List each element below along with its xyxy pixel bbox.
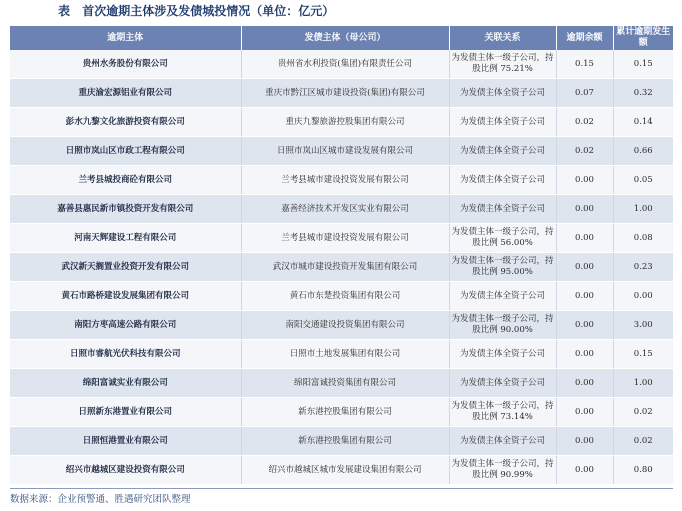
table-row	[10, 311, 673, 340]
table-body	[10, 50, 673, 485]
overdue-entity-cell: 日照市岚山区市政工程有限公司	[10, 137, 241, 166]
issuer-parent-cell: 日照市岚山区城市建设发展有限公司	[241, 137, 449, 166]
overdue-entity-cell: 嘉善县惠民新市镇投资开发有限公司	[10, 195, 241, 224]
cumulative-overdue-cell: 0.32	[613, 79, 673, 108]
bottom-divider	[10, 488, 673, 489]
overdue-balance-cell: 0.00	[556, 311, 613, 340]
overdue-entities-table	[10, 26, 673, 485]
cumulative-overdue-cell: 0.66	[613, 137, 673, 166]
table-row	[10, 79, 673, 108]
cumulative-overdue-cell: 0.14	[613, 108, 673, 137]
cumulative-overdue-cell: 0.15	[613, 50, 673, 79]
relationship-cell: 为发债主体一级子公司，持股比例 56.00%	[449, 224, 556, 253]
table-title	[0, 0, 682, 22]
header-overdue-balance: 逾期余额	[556, 26, 613, 50]
relationship-cell: 为发债主体一级子公司，持股比例 73.14%	[449, 398, 556, 427]
table-row	[10, 369, 673, 398]
overdue-entity-cell: 黄石市路桥建设发展集团有限公司	[10, 282, 241, 311]
table-row	[10, 137, 673, 166]
table-title-text: 首次逾期主体涉及发债城投情况（单位：亿元）	[82, 4, 335, 18]
cumulative-overdue-cell: 1.00	[613, 369, 673, 398]
overdue-entity-cell: 日照恒港置业有限公司	[10, 427, 241, 456]
relationship-cell: 为发债主体全资子公司	[449, 369, 556, 398]
table-row	[10, 282, 673, 311]
overdue-balance-cell: 0.15	[556, 50, 613, 79]
header-issuer-parent: 发债主体（母公司）	[241, 26, 449, 50]
table-row	[10, 427, 673, 456]
issuer-parent-cell: 黄石市东楚投资集团有限公司	[241, 282, 449, 311]
issuer-parent-cell: 新东港控股集团有限公司	[241, 427, 449, 456]
cumulative-overdue-cell: 0.08	[613, 224, 673, 253]
cumulative-overdue-cell: 0.80	[613, 456, 673, 485]
data-source-note: 数据来源：企业预警通、胜遇研究团队整理	[10, 494, 191, 505]
issuer-parent-cell: 重庆九黎旅游控股集团有限公司	[241, 108, 449, 137]
cumulative-overdue-cell: 0.00	[613, 282, 673, 311]
overdue-balance-cell: 0.00	[556, 456, 613, 485]
overdue-balance-cell: 0.02	[556, 137, 613, 166]
cumulative-overdue-cell: 1.00	[613, 195, 673, 224]
overdue-entity-cell: 河南天辉建设工程有限公司	[10, 224, 241, 253]
relationship-cell: 为发债主体一级子公司，持股比例 95.00%	[449, 253, 556, 282]
issuer-parent-cell: 重庆市黔江区城市建设投资(集团)有限公司	[241, 79, 449, 108]
table-row	[10, 340, 673, 369]
table-row	[10, 166, 673, 195]
issuer-parent-cell: 嘉善经济技术开发区实业有限公司	[241, 195, 449, 224]
relationship-cell: 为发债主体全资子公司	[449, 340, 556, 369]
overdue-entity-cell: 绍兴市越城区建设投资有限公司	[10, 456, 241, 485]
cumulative-overdue-cell: 0.15	[613, 340, 673, 369]
overdue-balance-cell: 0.07	[556, 79, 613, 108]
overdue-entity-cell: 日照市睿航光伏科技有限公司	[10, 340, 241, 369]
relationship-cell: 为发债主体全资子公司	[449, 166, 556, 195]
relationship-cell: 为发债主体一级子公司，持股比例 90.99%	[449, 456, 556, 485]
cumulative-overdue-cell: 0.02	[613, 427, 673, 456]
issuer-parent-cell: 兰考县城市建设投资发展有限公司	[241, 166, 449, 195]
overdue-entity-cell: 日照新东港置业有限公司	[10, 398, 241, 427]
relationship-cell: 为发债主体全资子公司	[449, 79, 556, 108]
table-row	[10, 108, 673, 137]
cumulative-overdue-cell: 0.02	[613, 398, 673, 427]
table-title-lead: 表	[58, 4, 71, 18]
relationship-cell: 为发债主体全资子公司	[449, 427, 556, 456]
header-relationship: 关联关系	[449, 26, 556, 50]
issuer-parent-cell: 绍兴市越城区城市发展建设集团有限公司	[241, 456, 449, 485]
table-row	[10, 253, 673, 282]
header-cumulative-overdue: 累计逾期发生额	[613, 26, 673, 50]
overdue-entity-cell: 兰考县城投商砼有限公司	[10, 166, 241, 195]
issuer-parent-cell: 日照市土地发展集团有限公司	[241, 340, 449, 369]
overdue-balance-cell: 0.00	[556, 427, 613, 456]
issuer-parent-cell: 贵州省水利投资(集团)有限责任公司	[241, 50, 449, 79]
relationship-cell: 为发债主体一级子公司，持股比例 90.00%	[449, 311, 556, 340]
table-header-row	[10, 26, 673, 50]
cumulative-overdue-cell: 0.23	[613, 253, 673, 282]
issuer-parent-cell: 武汉市城市建设投资开发集团有限公司	[241, 253, 449, 282]
table-row	[10, 50, 673, 79]
overdue-balance-cell: 0.00	[556, 398, 613, 427]
header-overdue-entity: 逾期主体	[10, 26, 241, 50]
relationship-cell: 为发债主体全资子公司	[449, 195, 556, 224]
overdue-entity-cell: 贵州水务股份有限公司	[10, 50, 241, 79]
overdue-entity-cell: 彭水九黎文化旅游投资有限公司	[10, 108, 241, 137]
table-row	[10, 195, 673, 224]
overdue-balance-cell: 0.00	[556, 340, 613, 369]
relationship-cell: 为发债主体全资子公司	[449, 108, 556, 137]
overdue-entity-cell: 南阳方枣高速公路有限公司	[10, 311, 241, 340]
overdue-entity-cell: 武汉新天搁置业投资开发有限公司	[10, 253, 241, 282]
overdue-entity-cell: 绵阳富诚实业有限公司	[10, 369, 241, 398]
issuer-parent-cell: 新东港控股集团有限公司	[241, 398, 449, 427]
cumulative-overdue-cell: 3.00	[613, 311, 673, 340]
relationship-cell: 为发债主体一级子公司，持股比例 75.21%	[449, 50, 556, 79]
relationship-cell: 为发债主体全资子公司	[449, 137, 556, 166]
overdue-balance-cell: 0.00	[556, 195, 613, 224]
table-row	[10, 456, 673, 485]
cumulative-overdue-cell: 0.05	[613, 166, 673, 195]
overdue-balance-cell: 0.02	[556, 108, 613, 137]
overdue-balance-cell: 0.00	[556, 224, 613, 253]
overdue-balance-cell: 0.00	[556, 166, 613, 195]
issuer-parent-cell: 兰考县城市建设投资发展有限公司	[241, 224, 449, 253]
overdue-balance-cell: 0.00	[556, 369, 613, 398]
relationship-cell: 为发债主体全资子公司	[449, 282, 556, 311]
table-row	[10, 398, 673, 427]
issuer-parent-cell: 南阳交通建设投资集团有限公司	[241, 311, 449, 340]
overdue-balance-cell: 0.00	[556, 282, 613, 311]
overdue-entity-cell: 重庆渝宏源铝业有限公司	[10, 79, 241, 108]
overdue-balance-cell: 0.00	[556, 253, 613, 282]
issuer-parent-cell: 绵阳富诚投资集团有限公司	[241, 369, 449, 398]
table-row	[10, 224, 673, 253]
